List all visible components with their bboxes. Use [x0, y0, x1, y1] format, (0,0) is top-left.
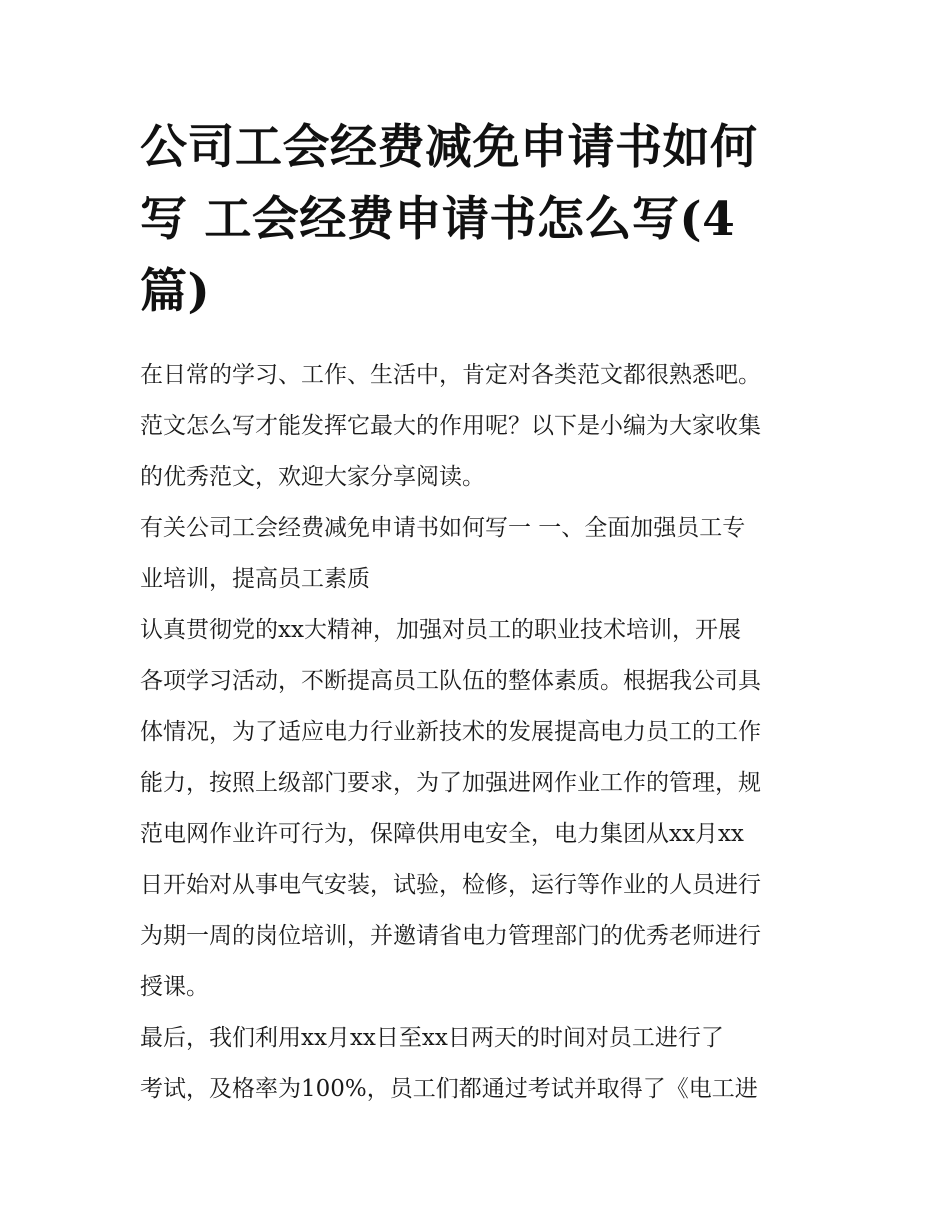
text-line: 体情况，为了适应电力行业新技术的发展提高电力员工的工作 [140, 719, 761, 745]
document-content [140, 112, 815, 1115]
document-body [140, 350, 815, 1115]
title-line-1: 公司工会经费减免申请书如何 [140, 120, 758, 175]
paragraph-section-heading [140, 503, 815, 605]
text-line: 授课。 [140, 974, 209, 1000]
text-line: 最后，我们利用xx月xx日至xx日两天的时间对员工进行了 [140, 1025, 724, 1051]
text-line: 范文怎么写才能发挥它最大的作用呢？以下是小编为大家收集 [140, 413, 761, 439]
text-line: 业培训，提高员工素质 [140, 566, 370, 592]
text-line: 能力，按照上级部门要求，为了加强进网作业工作的管理，规 [140, 770, 761, 796]
text-line: 在日常的学习、工作、生活中，肯定对各类范文都很熟悉吧。 [140, 362, 761, 388]
text-line: 各项学习活动，不断提高员工队伍的整体素质。根据我公司具 [140, 668, 761, 694]
title-line-2: 写 工会经费申请书怎么写(4 [140, 192, 736, 247]
document-title [140, 112, 815, 328]
title-line-3: 篇) [140, 264, 211, 319]
paragraph-intro [140, 350, 815, 503]
text-line: 为期一周的岗位培训，并邀请省电力管理部门的优秀老师进行 [140, 923, 761, 949]
paragraph-training [140, 605, 815, 1013]
text-line: 日开始对从事电气安装，试验，检修，运行等作业的人员进行 [140, 872, 761, 898]
text-line: 的优秀范文，欢迎大家分享阅读。 [140, 464, 485, 490]
text-line: 范电网作业许可行为，保障供用电安全，电力集团从xx月xx [140, 821, 744, 847]
text-line: 考试，及格率为100%，员工们都通过考试并取得了《电工进 [140, 1076, 758, 1102]
text-line: 有关公司工会经费减免申请书如何写一 一、全面加强员工专 [140, 515, 746, 541]
text-line: 认真贯彻党的xx大精神，加强对员工的职业技术培训，开展 [140, 617, 741, 643]
paragraph-exam [140, 1013, 815, 1115]
